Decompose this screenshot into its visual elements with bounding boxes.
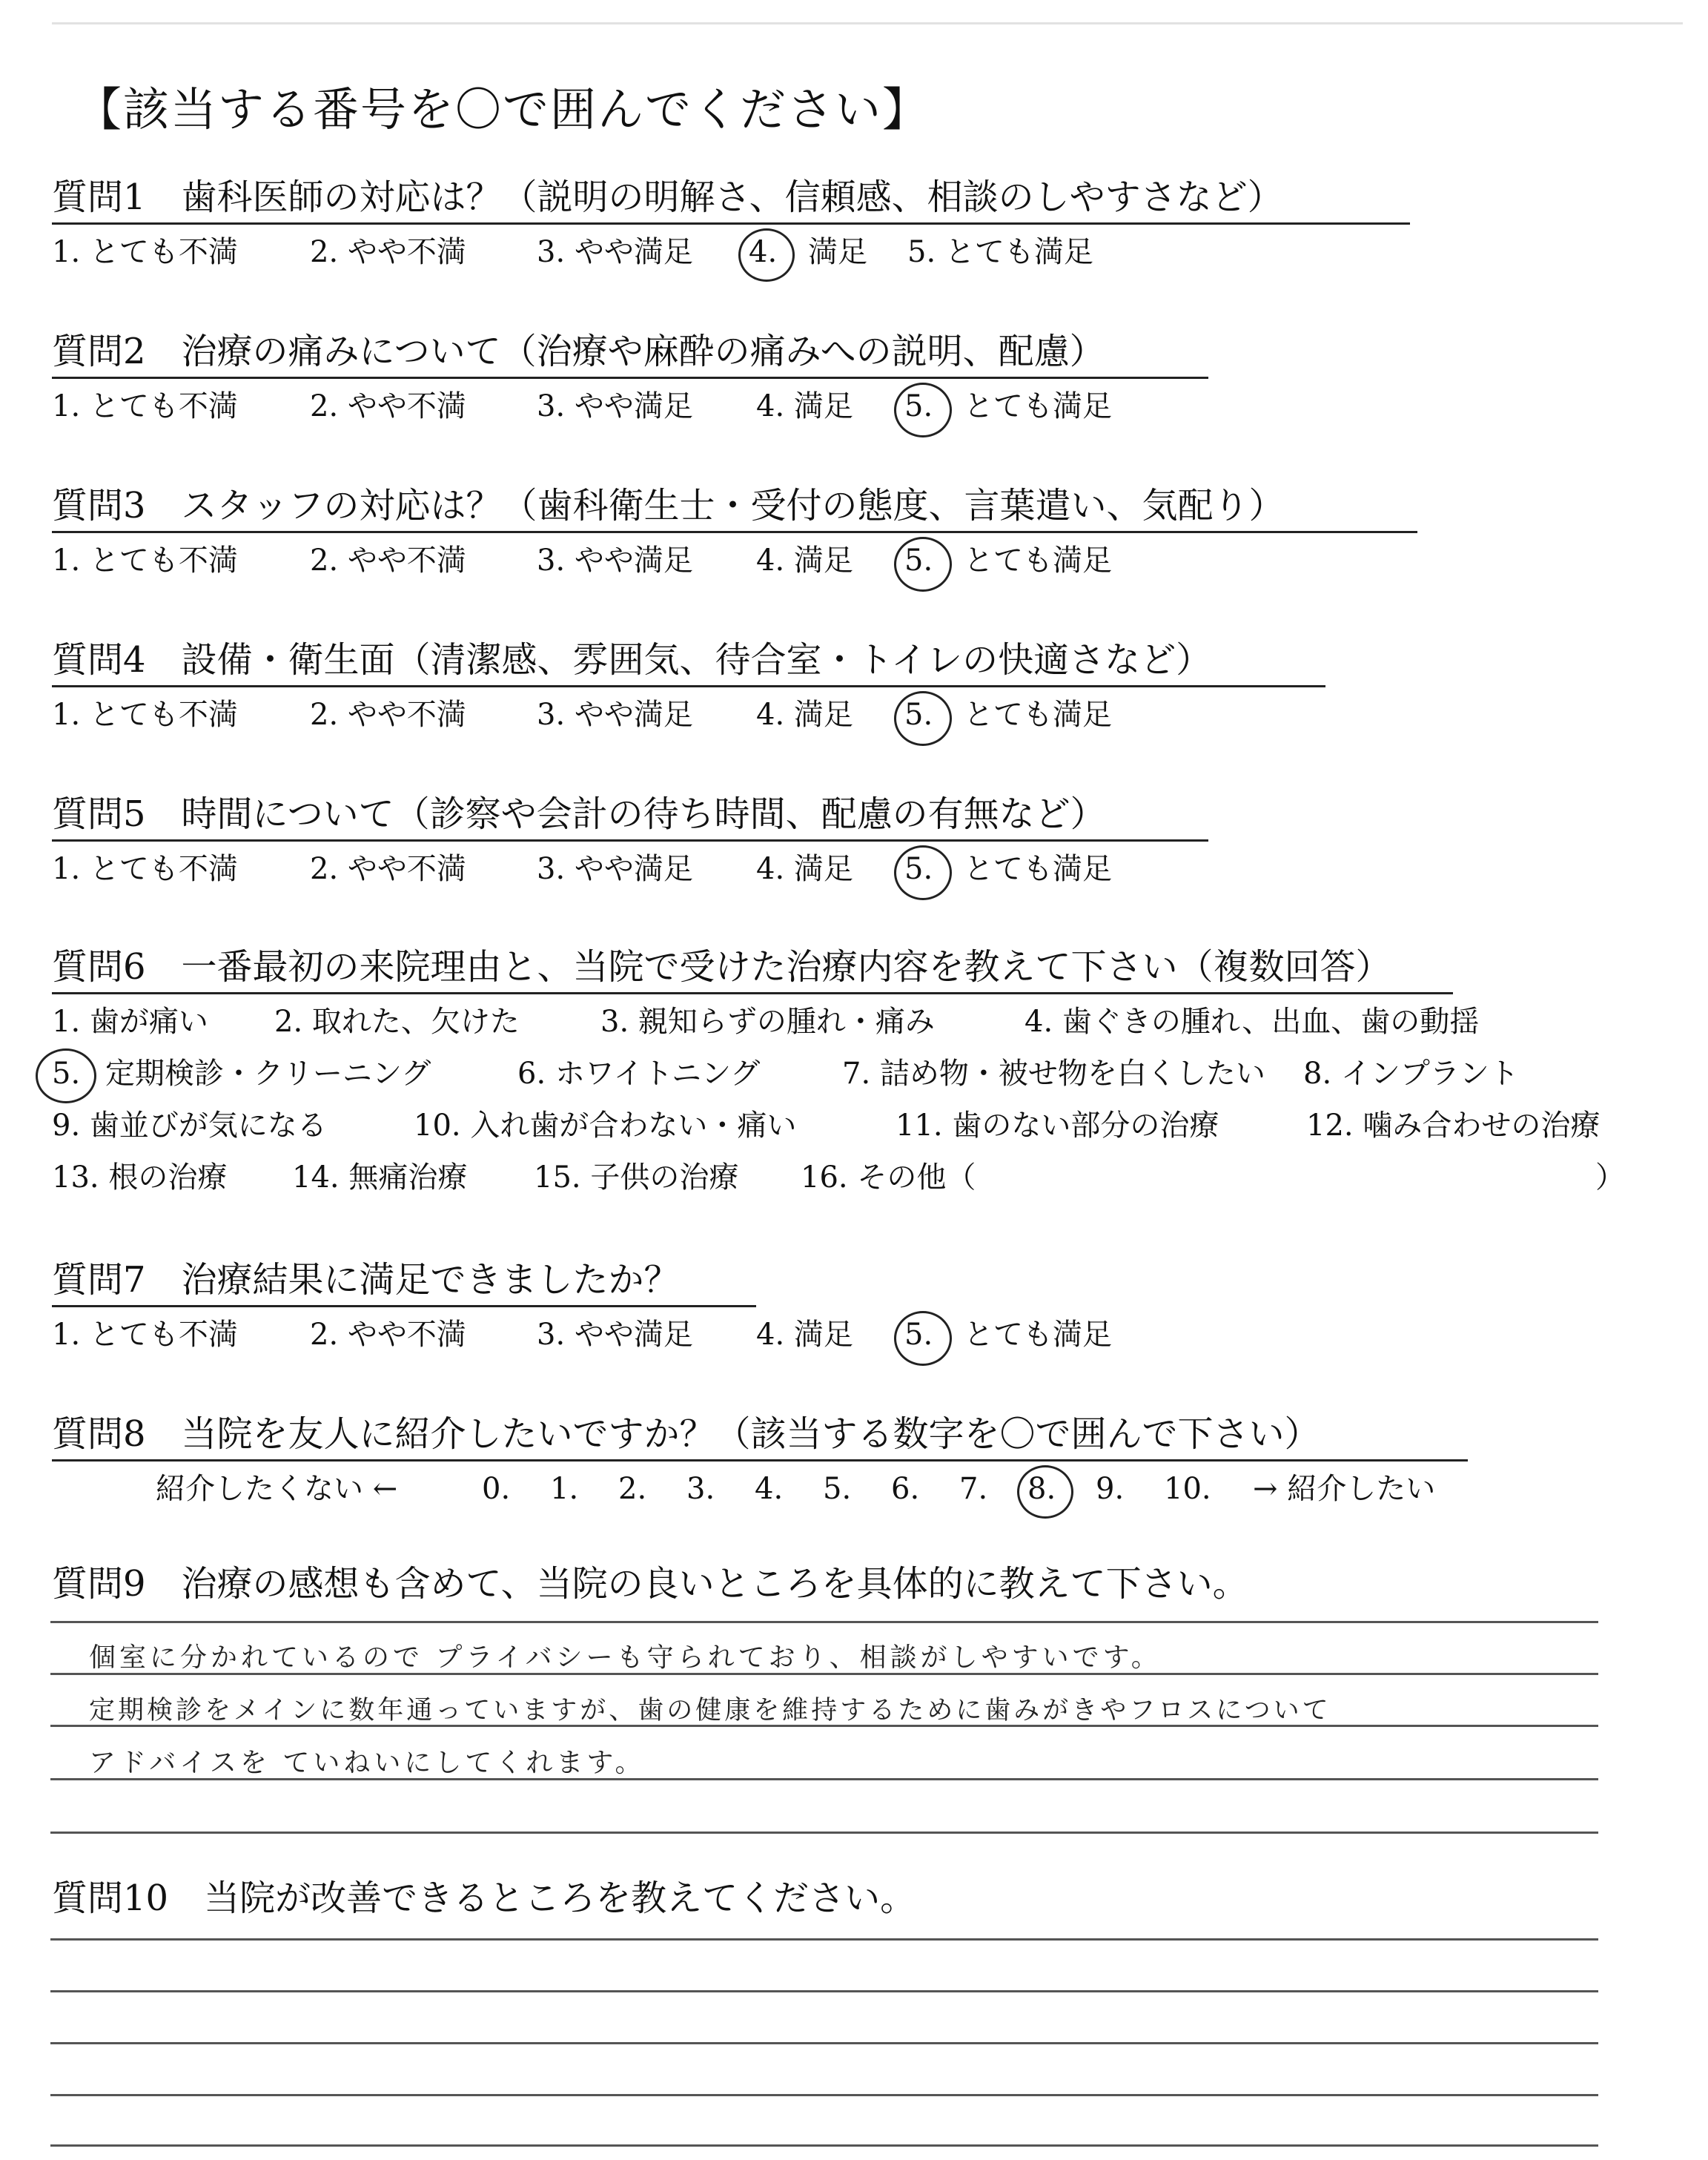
question-3-underline [52, 531, 1417, 533]
selection-circle [894, 537, 952, 592]
scale-option[interactable]: 1. [550, 1472, 579, 1506]
option[interactable]: 3. やや満足 [537, 235, 693, 269]
option-selected[interactable]: 5. [904, 698, 933, 732]
selection-circle [894, 1311, 952, 1366]
option-label: とても満足 [964, 852, 1112, 886]
question-1-title: 質問1 歯科医師の対応は？（説明の明解さ、信頼感、相談のしやすさなど） [52, 176, 1283, 218]
selection-circle [738, 228, 795, 282]
option[interactable]: 2. やや不満 [310, 235, 466, 269]
option-label: 満足 [808, 235, 867, 269]
option[interactable]: 4. 満足 [756, 544, 853, 578]
scale-option[interactable]: 3. [686, 1472, 715, 1506]
option[interactable]: 1. とても不満 [52, 1318, 238, 1352]
option[interactable]: 8. インプラント [1303, 1057, 1519, 1091]
answer-line[interactable] [50, 1938, 1598, 1941]
question-2-title: 質問2 治療の痛みについて（治療や麻酔の痛みへの説明、配慮） [52, 331, 1105, 372]
option[interactable]: 3. やや満足 [537, 544, 693, 578]
answer-line[interactable] [50, 1990, 1598, 1992]
option[interactable]: 4. 満足 [756, 852, 853, 886]
option[interactable]: 2. やや不満 [310, 698, 466, 732]
scale-option[interactable]: 7. [959, 1472, 988, 1506]
selection-circle [894, 383, 952, 437]
selection-circle [894, 845, 952, 900]
answer-text-line-3[interactable]: アドバイスを ていねいにしてくれます。 [89, 1748, 646, 1778]
option[interactable]: 3. やや満足 [537, 1318, 693, 1352]
option[interactable]: 2. やや不満 [310, 544, 466, 578]
question-4-underline [52, 685, 1325, 687]
scale-option[interactable]: 0. [482, 1472, 511, 1506]
option[interactable]: 3. やや満足 [537, 698, 693, 732]
option-selected[interactable]: 5. [904, 389, 933, 423]
option[interactable]: 4. 満足 [756, 1318, 853, 1352]
option[interactable]: 1. とても不満 [52, 698, 238, 732]
question-6-underline [52, 992, 1453, 994]
option[interactable]: 15. 子供の治療 [534, 1160, 739, 1195]
question-6-title: 質問6 一番最初の来院理由と、当院で受けた治療内容を教えて下さい（複数回答） [52, 946, 1391, 988]
answer-line [50, 1725, 1598, 1727]
answer-line [50, 1778, 1598, 1780]
scale-option[interactable]: 10. [1164, 1472, 1211, 1506]
selection-circle [36, 1048, 96, 1103]
answer-line[interactable] [50, 2144, 1598, 2147]
option[interactable]: 10. 入れ歯が合わない・痛い [414, 1109, 797, 1143]
question-4-title: 質問4 設備・衛生面（清潔感、雰囲気、待合室・トイレの快適さなど） [52, 639, 1212, 681]
form-header: 【該当する番号を〇で囲んでください】 [76, 82, 930, 136]
scale-option[interactable]: 6. [891, 1472, 920, 1506]
option[interactable]: 1. とても不満 [52, 852, 238, 886]
option[interactable]: 1. とても不満 [52, 235, 238, 269]
question-8-title: 質問8 当院を友人に紹介したいですか？（該当する数字を〇で囲んで下さい） [52, 1413, 1320, 1455]
option-selected[interactable]: 5. [904, 1318, 933, 1352]
question-1-underline [52, 222, 1410, 225]
selection-circle [894, 691, 952, 746]
top-border [52, 22, 1683, 24]
scale-option[interactable]: 2. [618, 1472, 647, 1506]
option[interactable]: 14. 無痛治療 [292, 1160, 468, 1195]
option-other-close: ） [1595, 1160, 1625, 1195]
option-selected[interactable]: 5. [904, 544, 933, 578]
option-label: とても満足 [964, 1318, 1112, 1352]
question-5-underline [52, 839, 1208, 842]
option[interactable]: 3. やや満足 [537, 389, 693, 423]
question-10-title: 質問10 当院が改善できるところを教えてください。 [52, 1877, 916, 1919]
option-label: とても満足 [964, 698, 1112, 732]
option[interactable]: 7. 詰め物・被せ物を白くしたい [842, 1057, 1265, 1091]
question-3-title: 質問3 スタッフの対応は？（歯科衛生士・受付の態度、言葉遣い、気配り） [52, 485, 1285, 526]
option-other[interactable]: 16. その他（ [801, 1160, 976, 1195]
scale-option[interactable]: 4. [755, 1472, 784, 1506]
question-2-underline [52, 377, 1208, 379]
selection-circle [1017, 1465, 1073, 1519]
option-selected[interactable]: 5. [52, 1057, 81, 1091]
option[interactable]: 2. やや不満 [310, 1318, 466, 1352]
option[interactable]: 3. 親知らずの腫れ・痛み [600, 1005, 935, 1039]
question-7-title: 質問7 治療結果に満足できましたか？ [52, 1259, 680, 1301]
option[interactable]: 2. やや不満 [310, 852, 466, 886]
option[interactable]: 12. 噛み合わせの治療 [1306, 1109, 1601, 1143]
option-selected[interactable]: 5. [904, 852, 933, 886]
option-selected[interactable]: 4. [749, 235, 778, 269]
answer-line [50, 1832, 1598, 1834]
answer-line [50, 1621, 1598, 1623]
question-5-title: 質問5 時間について（診察や会計の待ち時間、配慮の有無など） [52, 793, 1106, 835]
answer-text-line-2[interactable]: 定期検診をメインに数年通っていますが、歯の健康を維持するために歯みがきやフロスについて [89, 1696, 1331, 1725]
scale-option[interactable]: 9. [1096, 1472, 1125, 1506]
answer-line[interactable] [50, 2042, 1598, 2044]
option[interactable]: 4. 歯ぐきの腫れ、出血、歯の動揺 [1025, 1005, 1480, 1039]
option[interactable]: 9. 歯並びが気になる [52, 1109, 327, 1143]
option[interactable]: 11. 歯のない部分の治療 [896, 1109, 1219, 1143]
option-label: とても満足 [964, 544, 1112, 578]
option[interactable]: 1. とても不満 [52, 389, 238, 423]
option[interactable]: 2. やや不満 [310, 389, 466, 423]
scale-right-label: → 紹介したい [1253, 1472, 1436, 1506]
option[interactable]: 1. 歯が痛い [52, 1005, 208, 1039]
scale-option-selected[interactable]: 8. [1027, 1472, 1056, 1506]
option[interactable]: 4. 満足 [756, 698, 853, 732]
question-7-underline [52, 1305, 756, 1307]
option[interactable]: 1. とても不満 [52, 544, 238, 578]
option[interactable]: 13. 根の治療 [52, 1160, 228, 1195]
answer-line[interactable] [50, 2094, 1598, 2096]
option-label: とても満足 [964, 389, 1112, 423]
option[interactable]: 5. とても満足 [907, 235, 1093, 269]
answer-text-line-1[interactable]: 個室に分かれているので プライバシーも守られており、相談がしやすいです。 [89, 1642, 1162, 1673]
question-9-title: 質問9 治療の感想も含めて、当院の良いところを具体的に教えて下さい。 [52, 1563, 1248, 1605]
option[interactable]: 4. 満足 [756, 389, 853, 423]
option-label: 定期検診・クリーニング [105, 1057, 431, 1091]
scale-left-label: 紹介したくない ← [156, 1472, 398, 1506]
answer-line [50, 1673, 1598, 1675]
question-8-underline [52, 1459, 1468, 1462]
option[interactable]: 2. 取れた、欠けた [274, 1005, 520, 1039]
option[interactable]: 3. やや満足 [537, 852, 693, 886]
scale-option[interactable]: 5. [823, 1472, 852, 1506]
option[interactable]: 6. ホワイトニング [517, 1057, 761, 1091]
